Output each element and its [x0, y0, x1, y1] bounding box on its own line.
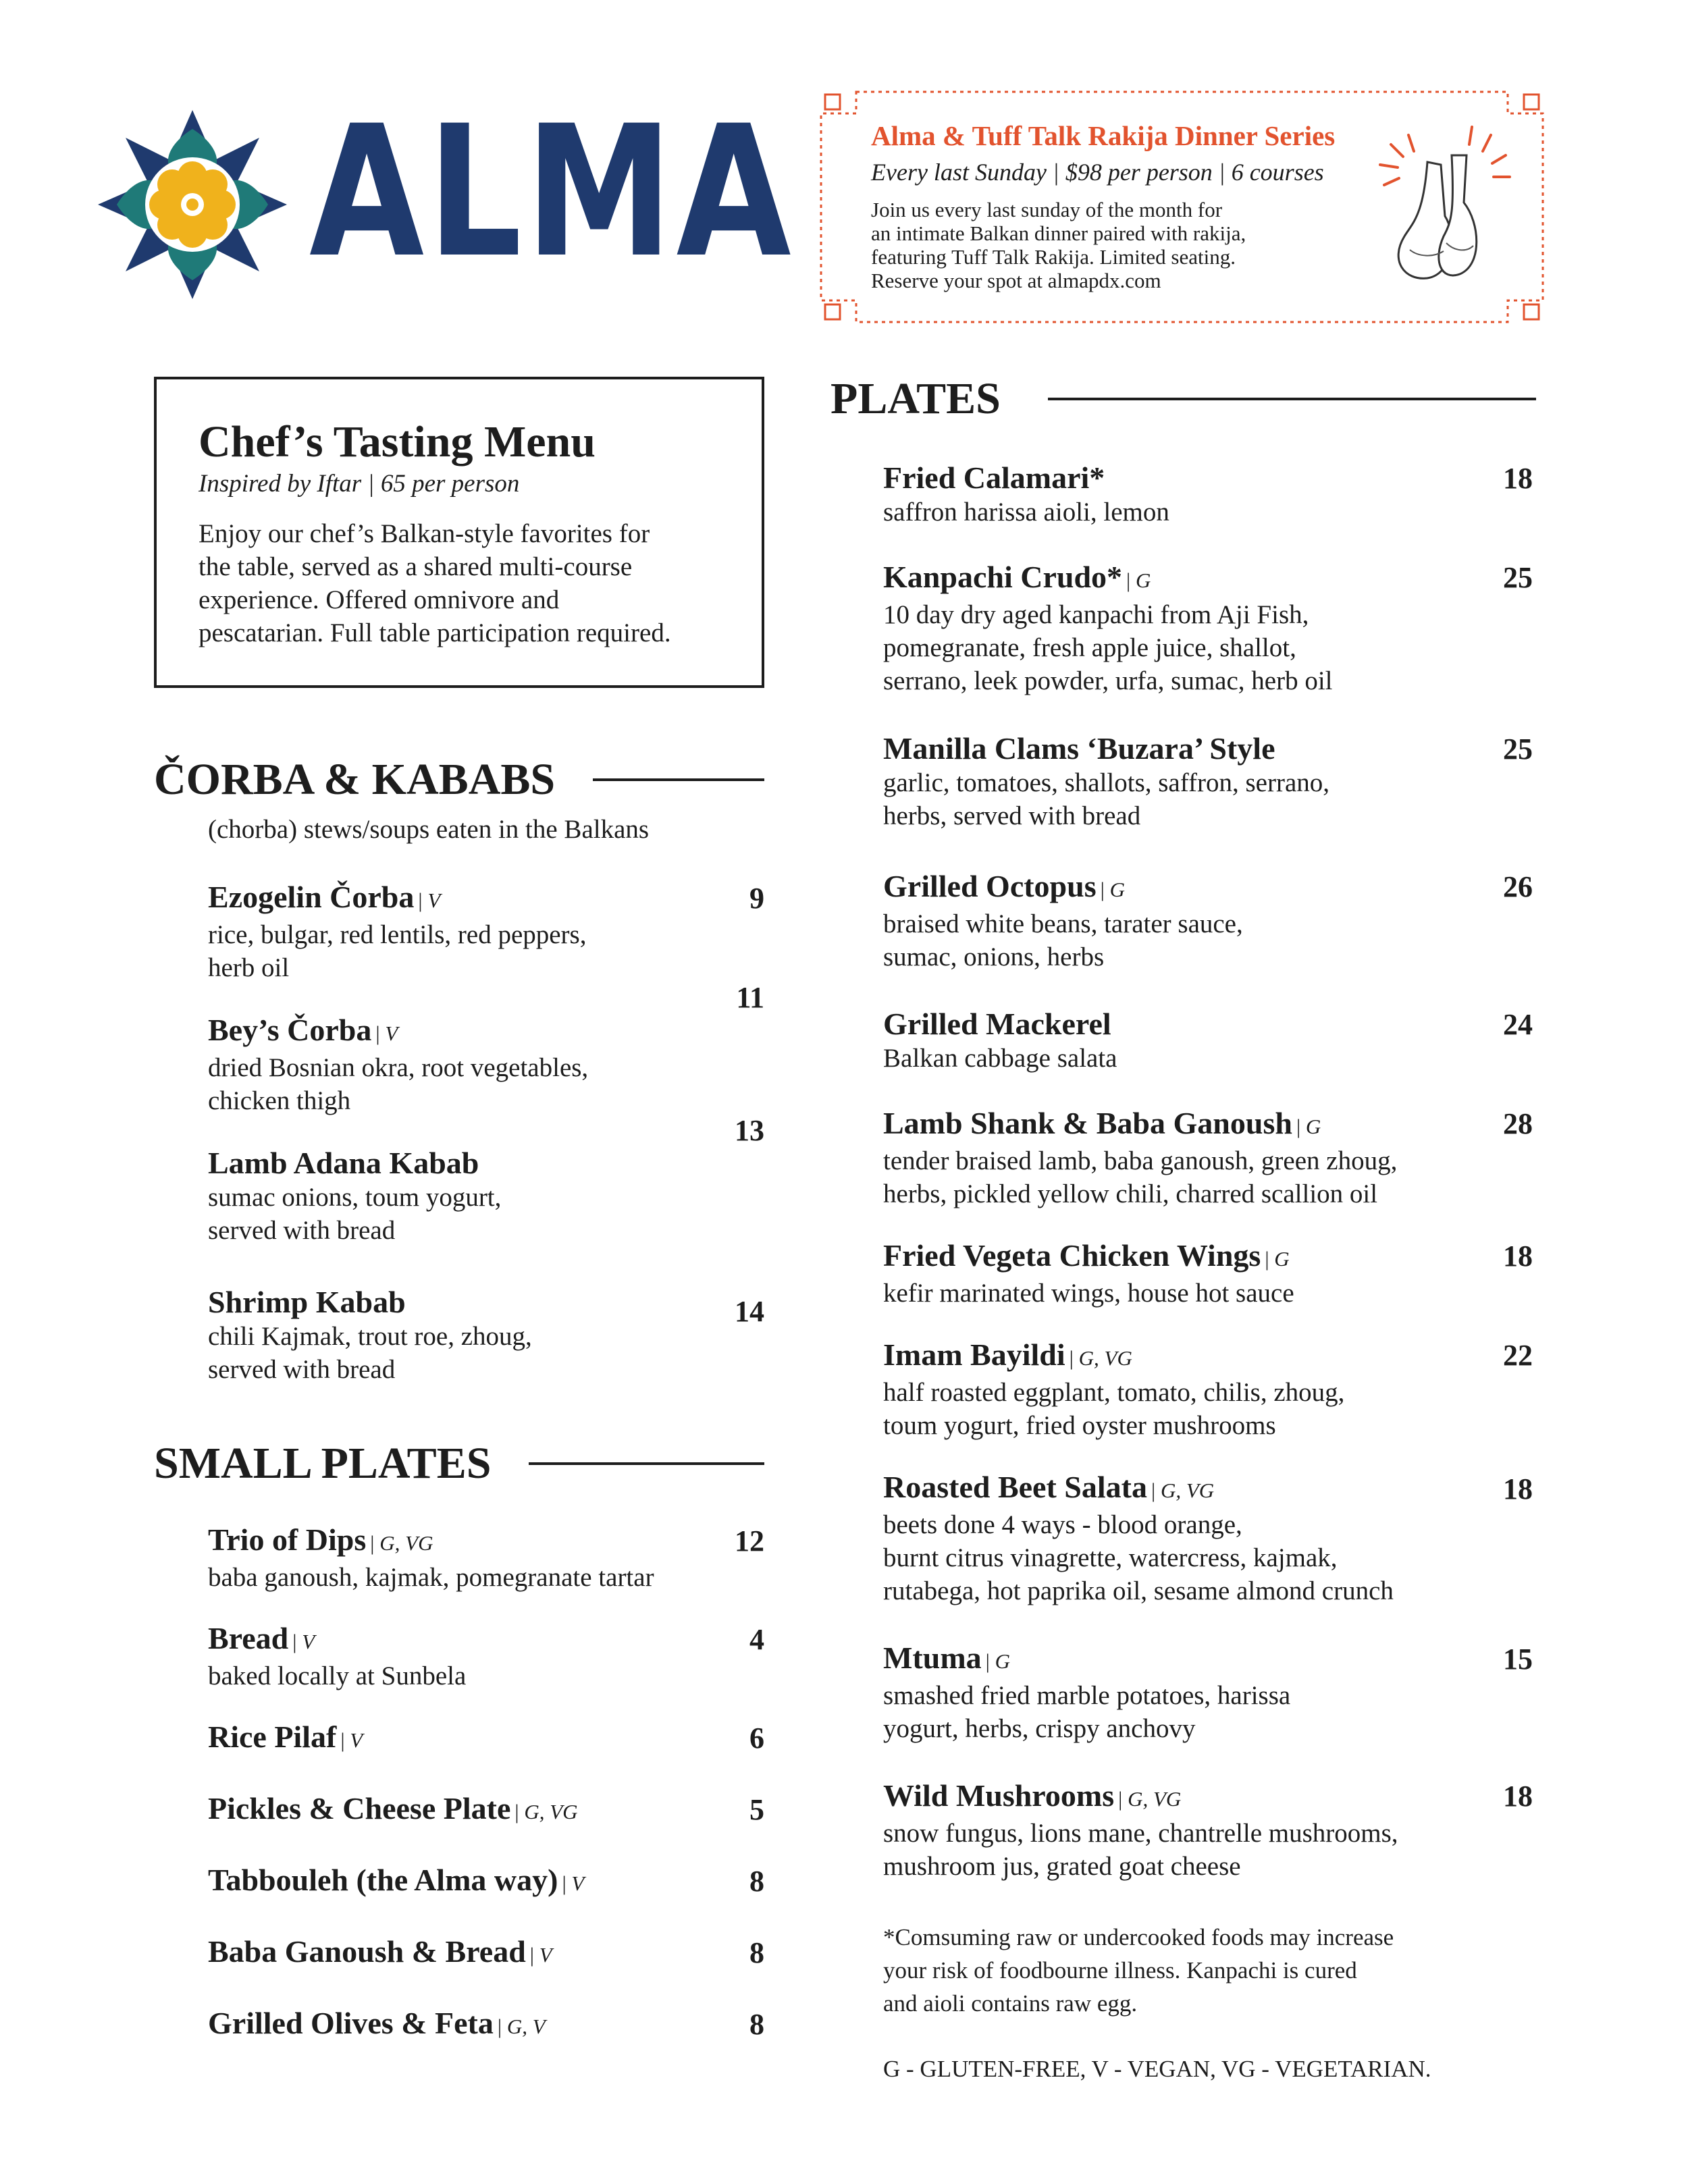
menu-item: Grilled Mackerel Balkan cabbage salata: [883, 1007, 1117, 1073]
menu-item: Wild Mushrooms| G, VG snow fungus, lions mane, chantrelle mushrooms, mushroom jus, grated goat cheese: [883, 1778, 1398, 1883]
item-price: 15: [1503, 1643, 1533, 1676]
item-price: 18: [1503, 1240, 1533, 1273]
item-price: 8: [749, 1936, 764, 1969]
menu-item: Bread| V baked locally at Sunbela: [208, 1621, 466, 1693]
menu-item: Pickles & Cheese Plate| G, VG: [208, 1791, 578, 1830]
plates-section-heading: PLATES: [830, 373, 1536, 425]
menu-item: Mtuma| G smashed fried marble potatoes, harissa yogurt, herbs, crispy anchovy: [883, 1641, 1290, 1745]
item-price: 11: [736, 981, 764, 1014]
menu-item: Trio of Dips| G, VG baba ganoush, kajmak, pomegranate tartar: [208, 1522, 654, 1594]
menu-item: Imam Bayildi| G, VG half roasted eggplant, tomato, chilis, zhoug, toum yogurt, fried oyster mushrooms: [883, 1337, 1344, 1442]
menu-item: Manilla Clams ‘Buzara’ Style garlic, tomatoes, shallots, saffron, serrano, herbs, served with bread: [883, 731, 1330, 830]
item-price: 9: [749, 882, 764, 915]
menu-item: Baba Ganoush & Bread| V: [208, 1934, 552, 1973]
raw-food-disclaimer: *Comsuming raw or undercooked foods may increase your risk of foodbourne illness. Kanpachi is cured and aioli contains raw egg.: [883, 1924, 1394, 2017]
item-price: 12: [735, 1524, 764, 1557]
event-title: Alma & Tuff Talk Rakija Dinner Series: [871, 120, 1336, 151]
menu-item: Grilled Olives & Feta| G, V: [208, 2006, 546, 2044]
corba-section-note: (chorba) stews/soups eaten in the Balkans: [208, 815, 650, 844]
menu-item: Lamb Shank & Baba Ganoush| G tender braised lamb, baba ganoush, green zhoug, herbs, pickled yellow chili, charred scallion oil: [883, 1106, 1397, 1210]
rakija-dinner-promo: [871, 118, 1384, 292]
menu-item: Tabbouleh (the Alma way)| V: [208, 1863, 584, 1901]
menu-item: Fried Calamari* saffron harissa aioli, lemon: [883, 460, 1169, 527]
menu-item: Grilled Octopus| G braised white beans, tarater sauce, sumac, onions, herbs: [883, 869, 1243, 974]
item-price: 6: [749, 1722, 764, 1755]
rakija-bottles-icon: [1371, 122, 1526, 290]
chef-tasting-description: Enjoy our chef’s Balkan-style favorites for the table, served as a shared multi-course experience. Offered omnivore and pescatarian. Full table participation required.: [199, 519, 671, 647]
item-price: 18: [1503, 1472, 1533, 1506]
item-price: 18: [1503, 462, 1533, 495]
chef-tasting-subtitle: Inspired by Iftar | 65 per person: [199, 470, 520, 498]
chef-tasting-title: Chef’s Tasting Menu: [199, 417, 596, 467]
menu-item: Kanpachi Crudo*| G 10 day dry aged kanpachi from Aji Fish, pomegranate, fresh apple juice, shallot, serrano, leek powder, urfa, sumac, herb oil: [883, 560, 1333, 697]
item-price: 22: [1503, 1339, 1533, 1372]
menu-item: Bey’s Čorba| V dried Bosnian okra, root vegetables, chicken thigh: [208, 1013, 588, 1117]
menu-item: Shrimp Kabab chili Kajmak, trout roe, zhoug, served with bread: [208, 1285, 532, 1384]
item-price: 24: [1503, 1008, 1533, 1041]
alma-flower-logo-icon: [98, 110, 287, 299]
menu-item: Roasted Beet Salata| G, VG beets done 4 ways - blood orange, burnt citrus vinagrette, watercress, kajmak, rutabega, hot paprika oil, sesame almond crunch: [883, 1470, 1394, 1607]
menu-item: Lamb Adana Kabab sumac onions, toum yogurt, served with bread: [208, 1146, 502, 1245]
menu-item: Rice Pilaf| V: [208, 1720, 363, 1758]
dietary-legend: G - GLUTEN-FREE, V - VEGAN, VG - VEGETARIAN.: [883, 2056, 1431, 2082]
menu-item: Fried Vegeta Chicken Wings| G kefir marinated wings, house hot sauce: [883, 1238, 1294, 1310]
event-description: Join us every last sunday of the month for an intimate Balkan dinner paired with rakija, featuring Tuff Talk Rakija. Limited seating. Reserve your spot at almapdx.com: [871, 198, 1246, 292]
menu-item: Ezogelin Čorba| V rice, bulgar, red lentils, red peppers, herb oil: [208, 880, 586, 984]
item-price: 28: [1503, 1107, 1533, 1140]
item-price: 13: [735, 1114, 764, 1147]
item-price: 14: [735, 1295, 764, 1328]
item-price: 26: [1503, 870, 1533, 903]
item-price: 5: [749, 1793, 764, 1826]
small-plates-section-heading: SMALL PLATES: [154, 1438, 764, 1489]
item-price: 25: [1503, 561, 1533, 594]
item-price: 8: [749, 2008, 764, 2041]
corba-section-heading: ČORBA & KABABS: [154, 754, 764, 805]
chefs-tasting-menu-box: [154, 377, 764, 688]
event-subtitle: Every last Sunday | $98 per person | 6 courses: [871, 159, 1324, 186]
item-price: 18: [1503, 1780, 1533, 1813]
item-price: 8: [749, 1865, 764, 1898]
item-price: 4: [749, 1623, 764, 1656]
brand-wordmark: ALMA: [309, 87, 795, 298]
item-price: 25: [1503, 733, 1533, 766]
